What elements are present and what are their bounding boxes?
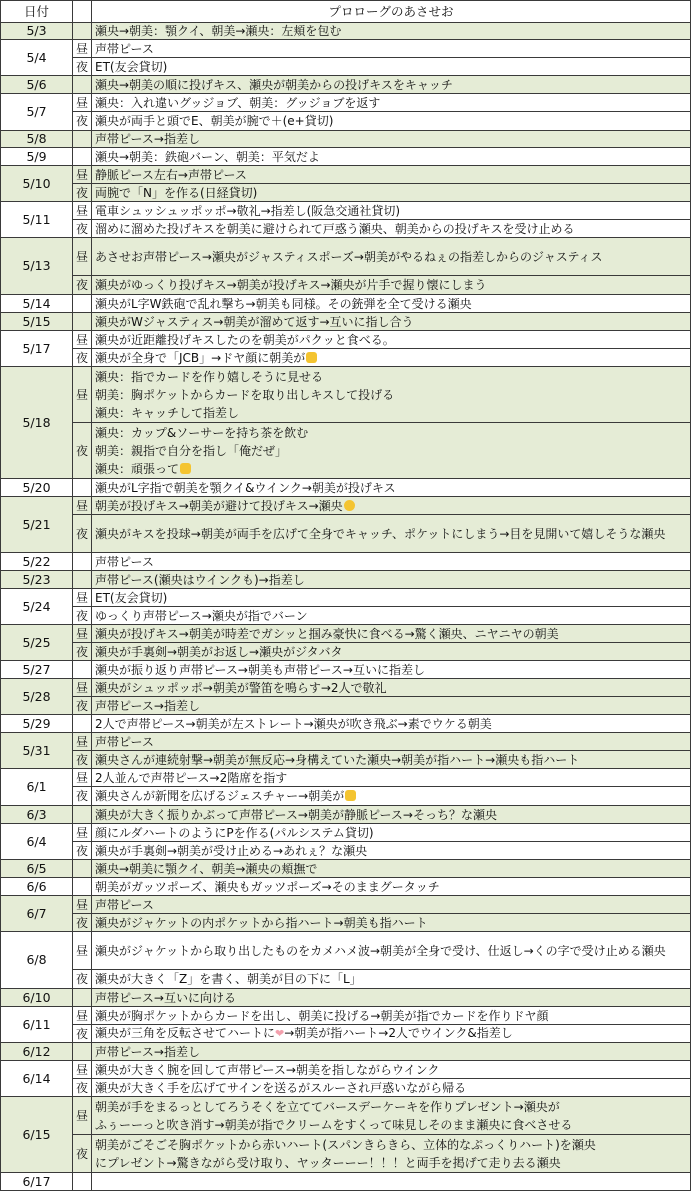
row-date: 5/24	[1, 589, 73, 625]
row-text-day	[92, 367, 691, 423]
table-row	[1, 932, 691, 970]
row-text: 瀬央→朝美の順に投げキス、瀬央が朝美からの投げキスをキャッチ	[92, 76, 691, 94]
table-row	[1, 276, 691, 295]
row-text: 瀬央→朝美：鉄砲バーン、朝美：平気だよ	[92, 148, 691, 166]
row-sub-blank	[73, 1173, 92, 1191]
row-sub-blank	[73, 1043, 92, 1061]
row-text-day: 瀬央が大きく腕を回して声帯ピース→朝美を指しながらウインク	[92, 1061, 691, 1079]
table-row	[1, 697, 691, 715]
row-sub-blank	[73, 295, 92, 313]
header-blank	[73, 1, 92, 23]
row-text: 朝美がガッツポーズ、瀬央もガッツポーズ→そのままグータッチ	[92, 878, 691, 896]
night-label: 夜	[73, 112, 92, 131]
row-text-day: 2人並んで声帯ピース→2階席を指す	[92, 769, 691, 787]
row-sub-blank	[73, 479, 92, 497]
row-text-day: 静脈ピース左右→声帯ピース	[92, 166, 691, 184]
row-date: 6/11	[1, 1007, 73, 1043]
row-text-night: ET(友会貸切)	[92, 58, 691, 76]
night-label: 夜	[73, 1135, 92, 1173]
table-row	[1, 661, 691, 679]
night-label: 夜	[73, 349, 92, 367]
day-label: 昼	[73, 679, 92, 697]
row-text: 瀬央→朝美：顎クイ、朝美→瀬央：左頬を包む	[92, 23, 691, 40]
row-date: 5/7	[1, 94, 73, 131]
day-label: 昼	[73, 733, 92, 751]
day-label: 昼	[73, 1097, 92, 1135]
table-row	[1, 515, 691, 553]
table-row	[1, 479, 691, 497]
day-label: 昼	[73, 824, 92, 842]
night-label: 夜	[73, 697, 92, 715]
row-text-night	[92, 1025, 691, 1043]
table-row	[1, 733, 691, 751]
row-line: 朝美：胸ポケットからカードを取り出しキスして投げる	[95, 387, 395, 402]
table-row	[1, 679, 691, 697]
table-row	[1, 787, 691, 806]
header-title: プロローグのあさせお	[92, 1, 691, 23]
table-row	[1, 571, 691, 589]
day-label: 昼	[73, 331, 92, 349]
row-sub-blank	[73, 989, 92, 1007]
row-date: 5/25	[1, 625, 73, 661]
table-row	[1, 1097, 691, 1135]
row-text-day: 瀬央がシュッポッポ→朝美が警笛を鳴らす→2人で敬礼	[92, 679, 691, 697]
table-row	[1, 40, 691, 58]
table-row	[1, 497, 691, 515]
table-row	[1, 914, 691, 932]
row-sub-blank	[73, 661, 92, 679]
row-text: 瀬央がWジャスティス→朝美が溜めて返す→互いに指し合う	[92, 313, 691, 331]
row-sub-blank	[73, 313, 92, 331]
row-text-night	[92, 1135, 691, 1173]
row-text: 声帯ピース	[92, 553, 691, 571]
row-date: 5/8	[1, 131, 73, 148]
header-row	[1, 1, 691, 23]
row-text: 瀬央がL字指で朝美を顎クイ&ウインク→朝美が投げキス	[92, 479, 691, 497]
night-label: 夜	[73, 914, 92, 932]
row-text-day: あさせお声帯ピース→瀬央がジャスティスポーズ→朝美がやるねぇの指差しからのジャスティス	[92, 238, 691, 276]
row-date: 6/7	[1, 896, 73, 932]
row-sub-blank	[73, 806, 92, 824]
row-date: 6/4	[1, 824, 73, 860]
night-label: 夜	[73, 970, 92, 989]
table-row	[1, 1025, 691, 1043]
row-date: 5/21	[1, 497, 73, 553]
row-text-day	[92, 497, 691, 515]
row-date: 6/1	[1, 769, 73, 806]
table-row	[1, 112, 691, 131]
night-label: 夜	[73, 184, 92, 202]
row-line: 朝美が手をまるっとしてろうそくを立ててバースデーケーキを作りプレゼント→瀬央が	[95, 1099, 560, 1114]
row-text-night: 両腕で「N」を作る(日経貸切)	[92, 184, 691, 202]
row-text-night: 溜めに溜めた投げキスを朝美に避けられて戸惑う瀬央、朝美からの投げキスを受け止める	[92, 220, 691, 238]
night-label: 夜	[73, 515, 92, 553]
row-date: 6/6	[1, 878, 73, 896]
row-text: 瀬央が大きく振りかぶって声帯ピース→朝美が静脈ピース→そっち？な瀬央	[92, 806, 691, 824]
thumbs-up-icon	[345, 790, 356, 801]
table-row	[1, 23, 691, 40]
row-date: 5/18	[1, 367, 73, 479]
table-row	[1, 131, 691, 148]
row-text-day: ET(友会貸切)	[92, 589, 691, 607]
row-line-body: 瀬央：頑張って	[95, 461, 180, 476]
row-date: 6/8	[1, 932, 73, 989]
day-label: 昼	[73, 896, 92, 914]
row-text-night: 瀬央が大きく「Z」を書く、朝美が目の下に「L」	[92, 970, 691, 989]
row-text-night: 瀬央が両手と頭でE、朝美が腕で＋(e+貸切)	[92, 112, 691, 131]
table-row	[1, 349, 691, 367]
table-row	[1, 715, 691, 733]
table-row	[1, 94, 691, 112]
row-text-day: 瀬央が近距離投げキスしたのを朝美がパクッと食べる。	[92, 331, 691, 349]
row-date: 5/3	[1, 23, 73, 40]
row-text-day: 瀬央が投げキス→朝美が時差でガシッと掴み豪快に食べる→驚く瀬央、ニヤニヤの朝美	[92, 625, 691, 643]
row-text: 声帯ピース→互いに向ける	[92, 989, 691, 1007]
row-sub-blank	[73, 553, 92, 571]
thumbs-up-icon	[180, 463, 191, 474]
table-row	[1, 238, 691, 276]
table-row	[1, 295, 691, 313]
table-row	[1, 589, 691, 607]
row-date: 6/3	[1, 806, 73, 824]
table-row	[1, 970, 691, 989]
table-row	[1, 58, 691, 76]
row-text-day: 電車シュッシュッポッポ→敬礼→指差し(阪急交通社貸切)	[92, 202, 691, 220]
row-text-day: 声帯ピース	[92, 896, 691, 914]
row-sub-blank	[73, 76, 92, 94]
row-text-night: 瀬央が大きく手を広げてサインを送るがスルーされ戸惑いながら帰る	[92, 1079, 691, 1097]
day-label: 昼	[73, 40, 92, 58]
smile-icon	[344, 500, 355, 511]
row-date: 5/23	[1, 571, 73, 589]
row-date: 6/15	[1, 1097, 73, 1173]
table-row	[1, 806, 691, 824]
table-row	[1, 769, 691, 787]
day-label: 昼	[73, 1061, 92, 1079]
table-row	[1, 607, 691, 625]
row-date: 5/31	[1, 733, 73, 769]
row-text-night: ゆっくり声帯ピース→瀬央が指でバーン	[92, 607, 691, 625]
day-label: 昼	[73, 589, 92, 607]
table-row	[1, 202, 691, 220]
table-row	[1, 643, 691, 661]
row-sub-blank	[73, 715, 92, 733]
row-text-day: 声帯ピース	[92, 40, 691, 58]
row-date: 5/27	[1, 661, 73, 679]
row-text-night-a: 瀬央が三角を反転させてハートに	[95, 1026, 276, 1040]
day-label: 昼	[73, 1007, 92, 1025]
day-label: 昼	[73, 625, 92, 643]
row-date: 5/17	[1, 331, 73, 367]
row-date: 6/12	[1, 1043, 73, 1061]
header-date: 日付	[1, 1, 73, 23]
row-text-night	[92, 423, 691, 479]
row-text-day: 瀬央が胸ポケットからカードを出し、朝美に投げる→朝美が指でカードを作りドヤ顔	[92, 1007, 691, 1025]
table-row	[1, 896, 691, 914]
row-date: 5/22	[1, 553, 73, 571]
table-row	[1, 878, 691, 896]
thumbs-up-icon	[306, 352, 317, 363]
table-row	[1, 625, 691, 643]
row-text-night: 瀬央がキスを投球→朝美が両手を広げて全身でキャッチ、ポケットにしまう→目を見開いて嬉しそうな瀬央	[92, 515, 691, 553]
day-label: 昼	[73, 238, 92, 276]
row-sub-blank	[73, 23, 92, 40]
row-line: 瀬央：キャッチして指差し	[95, 405, 240, 420]
day-label: 昼	[73, 367, 92, 423]
row-line: にプレゼント→驚きながら受け取り、ヤッターーー！！！と両手を掲げて走り去る瀬央	[95, 1155, 561, 1170]
row-line	[95, 460, 687, 478]
row-date: 6/14	[1, 1061, 73, 1097]
table-row	[1, 184, 691, 202]
row-text-day: 瀬央：入れ違いグッジョブ、朝美：グッジョブを返す	[92, 94, 691, 112]
table-row	[1, 842, 691, 860]
row-text-night-b: →朝美が指ハート→2人でウインク&指差し	[284, 1026, 513, 1040]
row-sub-blank	[73, 131, 92, 148]
table-row	[1, 423, 691, 479]
heart-icon: ❤	[275, 1027, 285, 1040]
row-text: 声帯ピース→指差し	[92, 131, 691, 148]
row-text-night-body: 瀬央さんが新聞を広げるジェスチャー→朝美が	[95, 789, 345, 803]
row-date: 5/4	[1, 40, 73, 76]
row-date: 5/29	[1, 715, 73, 733]
table-row	[1, 824, 691, 842]
row-text: 声帯ピース(瀬央はウインクも)→指差し	[92, 571, 691, 589]
day-label: 昼	[73, 769, 92, 787]
row-line: 朝美：親指で自分を指し「俺だぜ」	[95, 443, 288, 458]
row-sub-blank	[73, 571, 92, 589]
table-row	[1, 76, 691, 94]
row-text: 瀬央が振り返り声帯ピース→朝美も声帯ピース→互いに指差し	[92, 661, 691, 679]
row-text: 瀬央がL字W鉄砲で乱れ撃ち→朝美も同様。その銃弾を全て受ける瀬央	[92, 295, 691, 313]
row-date: 5/28	[1, 679, 73, 715]
row-text: 瀬央→朝美に顎クイ、朝美→瀬央の頬撫で	[92, 860, 691, 878]
row-sub-blank	[73, 148, 92, 166]
row-text-night: 瀬央さんが連続射撃→朝美が無反応→身構えていた瀬央→朝美が指ハート→瀬央も指ハート	[92, 751, 691, 769]
table-row	[1, 1043, 691, 1061]
night-label: 夜	[73, 842, 92, 860]
night-label: 夜	[73, 58, 92, 76]
row-sub-blank	[73, 878, 92, 896]
day-label: 昼	[73, 202, 92, 220]
row-text-night	[92, 349, 691, 367]
row-date: 5/6	[1, 76, 73, 94]
row-text-empty	[92, 1173, 691, 1191]
table-row	[1, 751, 691, 769]
row-line: ふぅーーっと吹き消す→朝美が指でクリームをすくって味見しそのまま瀬央に食べさせる	[95, 1117, 573, 1132]
row-text: 声帯ピース→指差し	[92, 1043, 691, 1061]
table-row	[1, 331, 691, 349]
night-label: 夜	[73, 1025, 92, 1043]
table-row	[1, 220, 691, 238]
row-text-night: 声帯ピース→指差し	[92, 697, 691, 715]
night-label: 夜	[73, 607, 92, 625]
row-date: 6/5	[1, 860, 73, 878]
row-date: 5/15	[1, 313, 73, 331]
row-line: 瀬央：指でカードを作り嬉しそうに見せる	[95, 369, 324, 384]
row-text-day: 顔にルダハートのようにPを作る(パルシステム貸切)	[92, 824, 691, 842]
row-text: 2人で声帯ピース→朝美が左ストレート→瀬央が吹き飛ぶ→素でウケる朝美	[92, 715, 691, 733]
table-row	[1, 1061, 691, 1079]
row-sub-blank	[73, 860, 92, 878]
night-label: 夜	[73, 787, 92, 806]
table-row	[1, 313, 691, 331]
table-row	[1, 553, 691, 571]
night-label: 夜	[73, 751, 92, 769]
row-text-night: 瀬央がジャケットの内ポケットから指ハート→朝美も指ハート	[92, 914, 691, 932]
day-label: 昼	[73, 932, 92, 970]
day-label: 昼	[73, 94, 92, 112]
row-text-night: 瀬央が手裏剣→朝美が受け止める→あれぇ？な瀬央	[92, 842, 691, 860]
row-date: 5/10	[1, 166, 73, 202]
row-date: 5/11	[1, 202, 73, 238]
night-label: 夜	[73, 643, 92, 661]
row-date: 5/13	[1, 238, 73, 295]
day-label: 昼	[73, 497, 92, 515]
night-label: 夜	[73, 423, 92, 479]
night-label: 夜	[73, 276, 92, 295]
table-row	[1, 1135, 691, 1173]
row-text-day: 声帯ピース	[92, 733, 691, 751]
row-text-night: 瀬央が手裏剣→朝美がお返し→瀬央がジタバタ	[92, 643, 691, 661]
row-line: 瀬央：カップ&ソーサーを持ち茶を飲む	[95, 425, 309, 440]
table-row	[1, 367, 691, 423]
night-label: 夜	[73, 1079, 92, 1097]
table-row	[1, 166, 691, 184]
table-row	[1, 860, 691, 878]
row-date: 5/9	[1, 148, 73, 166]
row-text-day	[92, 1097, 691, 1135]
table-row	[1, 1079, 691, 1097]
day-label: 昼	[73, 166, 92, 184]
table-row	[1, 989, 691, 1007]
table-row	[1, 148, 691, 166]
row-date: 6/17	[1, 1173, 73, 1191]
table-row	[1, 1007, 691, 1025]
row-date: 6/10	[1, 989, 73, 1007]
table-row	[1, 1173, 691, 1191]
row-text-night	[92, 787, 691, 806]
row-text-night-body: 瀬央が全身で「JCB」→ドヤ顔に朝美が	[95, 350, 306, 365]
row-text-day-body: 朝美が投げキス→朝美が避けて投げキス→瀬央	[95, 498, 343, 513]
night-label: 夜	[73, 220, 92, 238]
row-date: 5/14	[1, 295, 73, 313]
row-text-night: 瀬央がゆっくり投げキス→朝美が投げキス→瀬央が片手で握り懐にしまう	[92, 276, 691, 295]
row-date: 5/20	[1, 479, 73, 497]
row-line: 朝美がごそごそ胸ポケットから赤いハート(スパンきらきら、立体的なぷっくりハート)を瀬央	[95, 1137, 596, 1152]
row-text-day: 瀬央がジャケットから取り出したものをカメハメ波→朝美が全身で受け、仕返し→くの字で受け止める瀬央	[92, 932, 691, 970]
